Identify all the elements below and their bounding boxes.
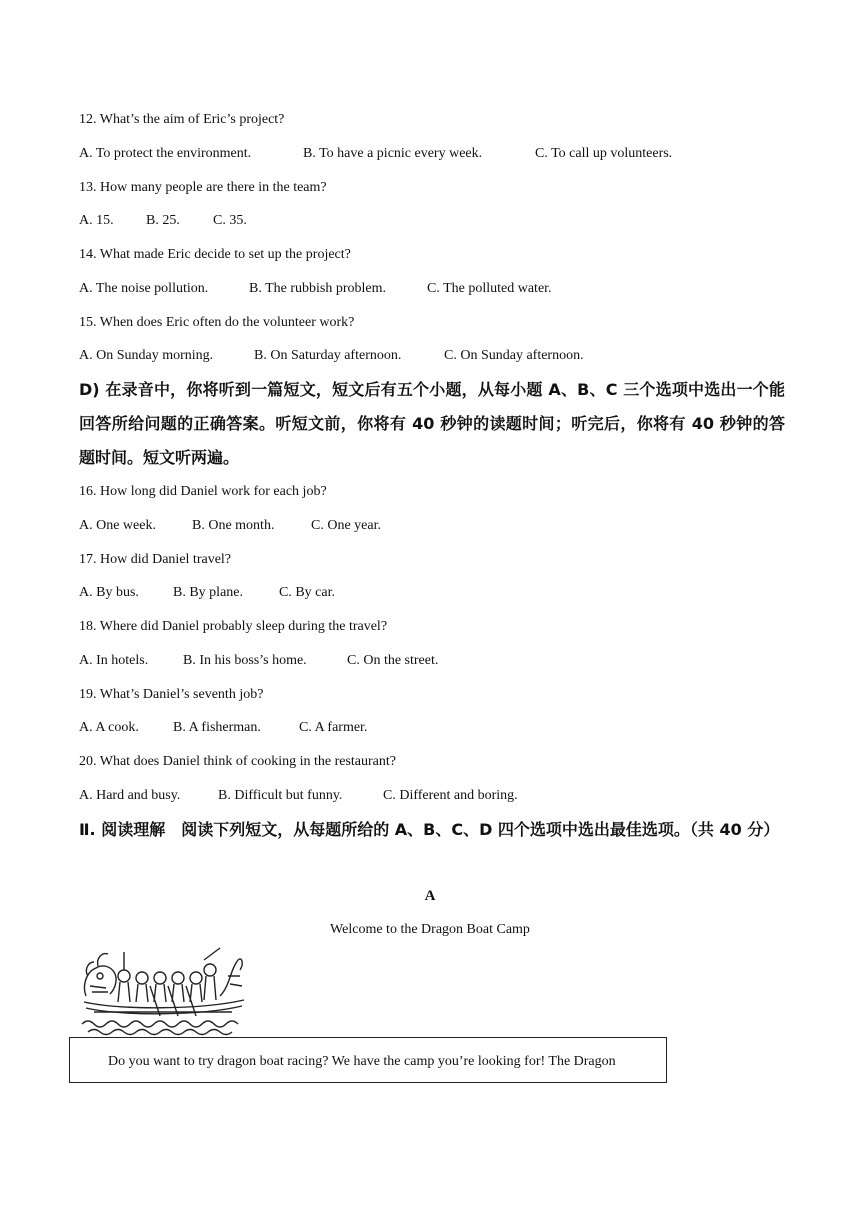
option-a: A. In hotels. — [79, 653, 149, 668]
question-12: 12. What’s the aim of Eric’s project? — [79, 112, 285, 127]
question-15: 15. When does Eric often do the volunteer work? — [79, 315, 355, 330]
options-18 — [79, 652, 438, 670]
question-18: 18. Where did Daniel probably sleep during the travel? — [79, 619, 388, 634]
option-a: A. On Sunday morning. — [79, 348, 214, 363]
option-c: C. On Sunday afternoon. — [444, 348, 584, 363]
option-a: A. A cook. — [79, 720, 139, 735]
option-c: C. By car. — [279, 585, 335, 600]
options-13 — [79, 212, 247, 230]
options-16 — [79, 517, 381, 535]
option-a: A. To protect the environment. — [79, 146, 252, 161]
option-a: A. The noise pollution. — [79, 281, 209, 296]
options-14 — [79, 280, 552, 298]
option-c: C. A farmer. — [299, 720, 368, 735]
option-a: A. Hard and busy. — [79, 788, 181, 803]
option-c: C. 35. — [213, 213, 247, 228]
option-b: B. One month. — [192, 518, 275, 533]
option-c: C. The polluted water. — [427, 281, 552, 296]
question-19: 19. What’s Daniel’s seventh job? — [79, 687, 264, 702]
option-b: B. By plane. — [173, 585, 243, 600]
option-b: B. To have a picnic every week. — [303, 146, 483, 161]
options-19 — [79, 719, 367, 737]
question-17: 17. How did Daniel travel? — [79, 552, 232, 567]
option-c: C. One year. — [311, 518, 381, 533]
passage-title: Welcome to the Dragon Boat Camp — [330, 922, 530, 937]
question-16: 16. How long did Daniel work for each job? — [79, 484, 327, 499]
passage-text-box — [69, 1037, 667, 1083]
option-c: C. To call up volunteers. — [535, 146, 673, 161]
option-b: B. 25. — [146, 213, 180, 228]
option-c: C. On the street. — [347, 653, 439, 668]
options-20 — [79, 787, 518, 805]
section-2-instructions: Ⅱ. 阅读理解 阅读下列短文，从每题所给的 A、B、C、D 四个选项中选出最佳选项。（共 40 分） — [79, 820, 780, 839]
option-a: A. 15. — [79, 213, 114, 228]
option-b: B. The rubbish problem. — [249, 281, 387, 296]
dragon-boat-illustration — [80, 946, 246, 1036]
passage-text: Do you want to try dragon boat racing? We have the camp you’re looking for! The Dragon — [108, 1054, 616, 1069]
options-12 — [79, 145, 672, 163]
options-15 — [79, 347, 584, 365]
option-b: B. On Saturday afternoon. — [254, 348, 402, 363]
question-13: 13. How many people are there in the team? — [79, 180, 327, 195]
option-c: C. Different and boring. — [383, 788, 518, 803]
options-17 — [79, 584, 335, 602]
question-14: 14. What made Eric decide to set up the project? — [79, 247, 351, 262]
option-b: B. A fisherman. — [173, 720, 261, 735]
option-b: B. In his boss’s home. — [183, 653, 307, 668]
section-d-instructions: D) 在录音中，你将听到一篇短文，短文后有五个小题，从每小题 A、B、C 三个选项中选出一个能回答所给问题的正确答案。听短文前，你将有 40 秒钟的读题时间；听完后，你将有 40 秒钟的答题时间。短文听两遍。 — [79, 380, 785, 467]
option-a: A. One week. — [79, 518, 156, 533]
option-b: B. Difficult but funny. — [218, 788, 343, 803]
passage-label: A — [424, 888, 436, 904]
option-a: A. By bus. — [79, 585, 139, 600]
question-20: 20. What does Daniel think of cooking in the restaurant? — [79, 754, 396, 769]
